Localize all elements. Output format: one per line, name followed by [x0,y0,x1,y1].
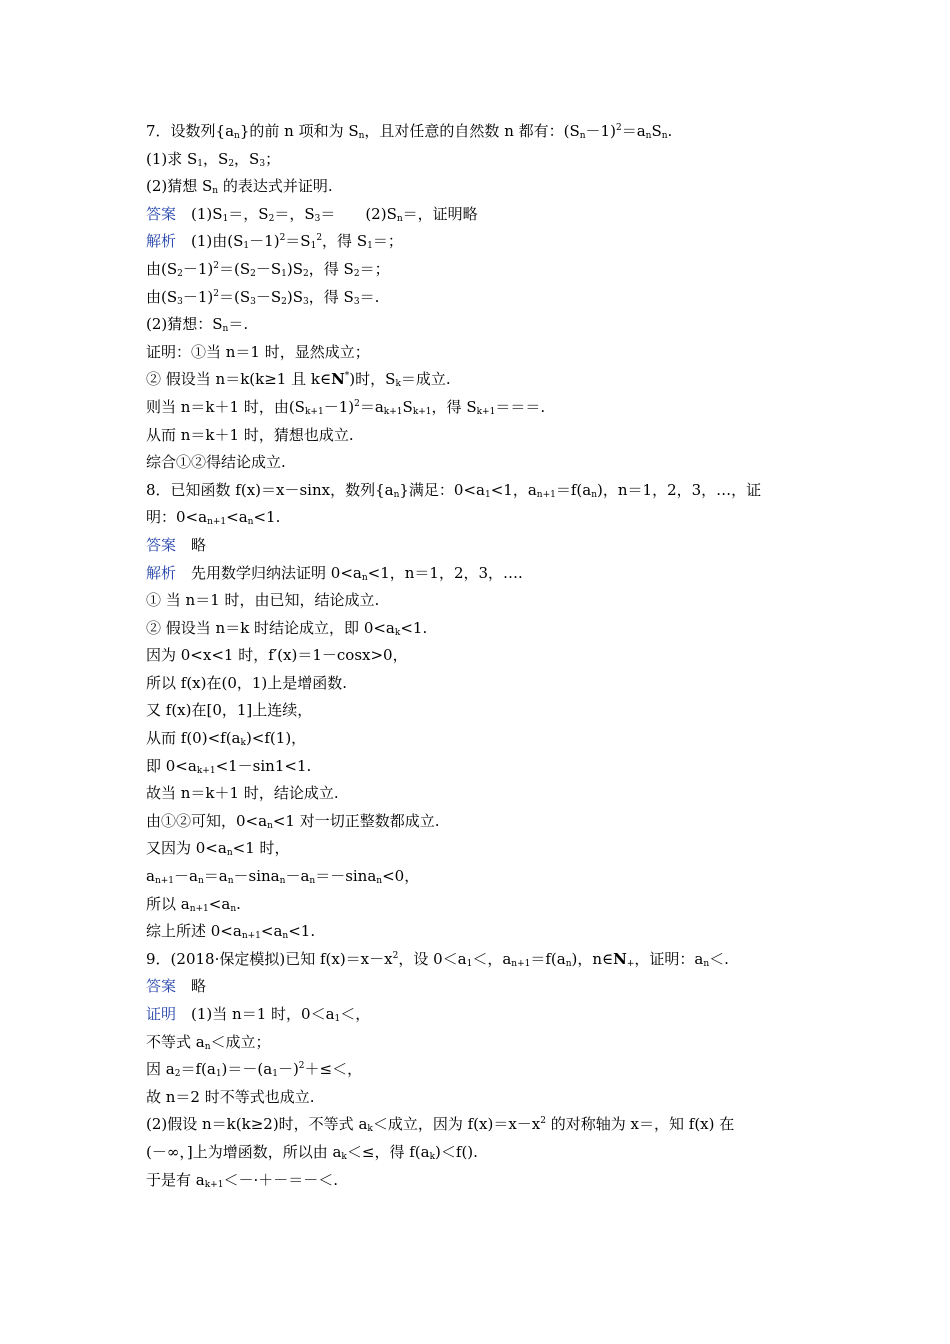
line-text: ② 假设当 n＝k(k≥1 且 k∈N*)时，$S_k=$成立. [146,370,451,390]
text-line [146,1084,806,1112]
text-line [146,394,806,422]
text-line [146,422,806,450]
text-line [146,918,806,946]
line-text: 于是有 $a_{k+1}<-\cdot+-=-<$. [146,1170,338,1190]
text-line [146,560,806,588]
text-line [146,725,806,753]
section-tag: 证明 [146,1005,177,1023]
text-line [146,863,806,891]
section-tag: 解析 [146,232,177,251]
text-line [146,477,806,505]
text-line [146,1001,806,1029]
line-text: (2)猜想：$S_n=$. [146,315,249,335]
line-text: (1)由$(S_1-1)^2=S_1^2$，得 $S_1=$； [191,232,403,252]
line-text: ② 假设当 n＝k 时结论成立，即 $0<a_k<1$. [146,618,428,638]
line-text: 证明：①当 n＝1 时，显然成立； [146,342,370,361]
text-line [146,449,806,477]
line-text: 明：$0<a_{n+1}<a_n<1$. [146,508,281,528]
section-tag: 答案 [146,977,177,996]
line-text: 综上所述 $0<a_{n+1}<a_n<1$. [146,922,316,942]
text-line [146,256,806,284]
line-text: 9．(2018·保定模拟)已知 $f(x)=x-x^2$，设 $0<a_1<$，$a_{n+1}=f(a_n)$，$n\in N_+$，证明：$a_n<$. [146,949,729,969]
text-line [146,753,806,781]
line-text: 因 $a_2=f(a_1)=-(a_1-)^2+\le<$， [146,1060,363,1080]
line-text: 所以 f(x)在(0，1)上是增函数. [146,673,348,692]
text-line [146,146,806,174]
line-text: 略 [191,977,207,996]
text-line [146,311,806,339]
line-text: 略 [191,535,207,554]
line-text: 故当 n＝k＋1 时，结论成立. [146,784,339,803]
text-line [146,1139,806,1167]
line-text: $(1)S_1=$，$S_2=$，$S_3=$ $(2)S_n=$，证明略 [191,204,478,224]
line-text: 因为 0<x<1 时，f′(x)＝1－cosx>0， [146,646,408,665]
line-text: 所以 $a_{n+1}<a_n$. [146,894,241,914]
text-line [146,1111,806,1139]
line-text: 从而 $f(0)<f(a_k)<f(1)$， [146,729,307,749]
text-line [146,228,806,256]
text-line [146,532,806,560]
line-text: (1)当 n＝1 时，$0<a_1<$， [191,1005,371,1024]
line-text: 则当 n＝k＋1 时，由$(S_{k+1}-1)^2=a_{k+1}S_{k+1}$，得 $S_{k+1}===$. [146,397,546,417]
line-text: 由①②可知，$0<a_n<1$ 对一切正整数都成立. [146,811,440,831]
line-text: 不等式 $a_n<$成立； [146,1032,271,1052]
line-text: 7．设数列$\{a_n\}$的前 n 项和为 $S_n$，且对任意的自然数 n 都有：$(S_n-1)^2=a_nS_n$. [146,122,673,141]
text-line [146,1056,806,1084]
line-text: 8．已知函数 f(x)＝x－sinx，数列$\{a_n\}$满足：$0<a_1<1$，$a_{n+1}=f(a_n)$，n＝1，2，3，…，证 [146,480,762,500]
line-text: $a_{n+1}-a_n=a_n-\sin a_n-a_n=-\sin a_n<0$， [146,867,420,887]
line-text: 故 n＝2 时不等式也成立. [146,1087,315,1106]
line-text: (1)求 $S_1$，$S_2$，$S_3$； [146,149,281,169]
text-line [146,173,806,201]
text-line [146,366,806,394]
text-line [146,284,806,312]
line-text: 由$(S_2-1)^2=(S_2-S_1)S_2$，得 $S_2=$； [146,259,390,279]
line-text: 从而 n＝k＋1 时，猜想也成立. [146,425,354,444]
section-tag: 答案 [146,535,177,554]
text-line [146,504,806,532]
line-text: (－∞，]上为增函数，所以由 $a_k<\le$，得 $f(a_k)<f()$. [146,1142,478,1162]
text-line [146,642,806,670]
text-line [146,835,806,863]
text-line [146,697,806,725]
section-tag: 答案 [146,204,177,223]
line-text: ① 当 n＝1 时，由已知，结论成立. [146,591,380,610]
text-line [146,615,806,643]
text-line [146,1029,806,1057]
line-text: 即 $0<a_{k+1}<1-\sin 1<1$. [146,756,312,776]
text-line [146,118,806,146]
line-text: 先用数学归纳法证明 $0<a_n<1$，n＝1，2，3，…. [191,563,523,583]
line-text: 由$(S_3-1)^2=(S_3-S_2)S_3$，得 $S_3=$. [146,287,380,307]
text-line [146,973,806,1001]
line-text: 又因为 $0<a_n<1$ 时， [146,839,290,859]
line-text: 又 f(x)在[0，1]上连续， [146,701,313,720]
text-line [146,780,806,808]
line-text: (2)猜想 $S_n$ 的表达式并证明. [146,177,333,197]
text-line [146,891,806,919]
text-line [146,201,806,229]
document-body [146,118,806,1194]
text-line [146,670,806,698]
text-line [146,946,806,974]
section-tag: 解析 [146,563,177,582]
line-text: (2)假设 n＝k(k≥2)时，不等式 $a_k<$成立，因为 $f(x)=x-x^2$ 的对称轴为 x＝，知 f(x) 在 [146,1115,735,1135]
text-line [146,808,806,836]
text-line [146,1167,806,1195]
text-line [146,587,806,615]
text-line [146,339,806,367]
line-text: 综合①②得结论成立. [146,453,286,472]
